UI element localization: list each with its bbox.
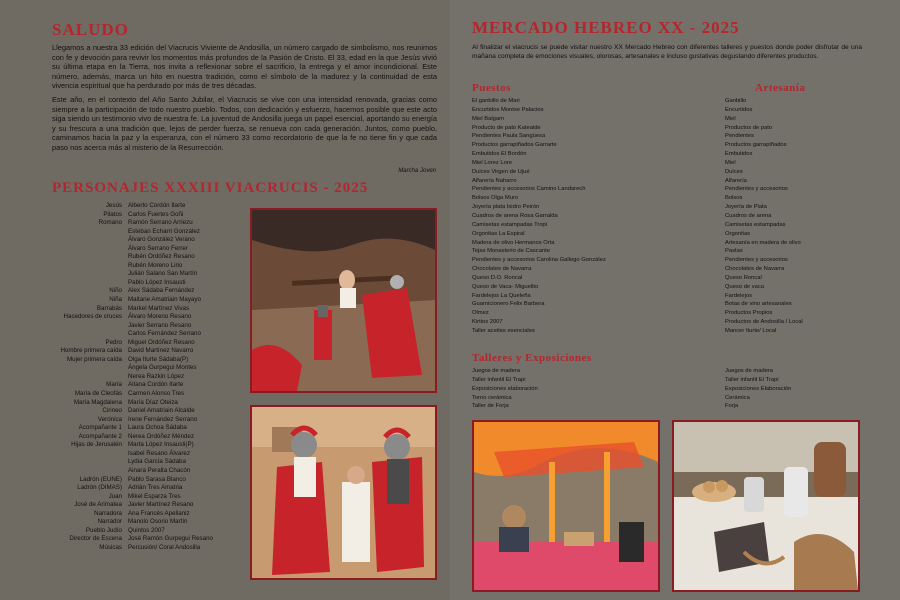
puesto-item: Embutidos El Bordón xyxy=(472,151,527,158)
personajes-title: PERSONAJES XXXIII VIACRUCIS - 2025 xyxy=(52,180,369,196)
mercado-intro: Al finalizar el viacrucis se puede visitar nuestro XX Mercado Hebreo con diferentes talleres y puestos donde poder disfrutar de una mañana completa de emociones visuales, olorosas, artesanales e incluso gustativas degustando diferentes productos. xyxy=(472,44,862,60)
cast-role: Verónica xyxy=(97,415,122,423)
cast-role xyxy=(52,364,128,373)
cast-role xyxy=(52,467,128,476)
cast-actor: Javier Serrano Resano xyxy=(128,321,192,329)
mercado-title: MERCADO HEBREO XX - 2025 xyxy=(472,18,740,37)
taller-item: Taller de Forja xyxy=(472,403,509,410)
cast-actor: David Martínez Navarro xyxy=(128,347,194,355)
saludo-paragraph-2: Este año, en el contexto del Año Santo Jubilar, el Viacrucis se vive con una intensidad renovada, gracias como siempre a la participación de todo nuestro pueblo. Todos, con dedicación y esfuerzo, hacemos posible que este acto siga siendo un testimonio vivo de nuestra fe. La juventud de Andosilla juega un papel esencial, aportando su energía y su frescura a una tradición que, lejos de perder fuerza, se renueva con cada generación. Juntos, como pueblo, caminamos hacia la paz y la esperanza, con el número 33 como recordatorio de que la fe no tiene fin y que cada paso nos acerca más al misterio de la Resurrección. xyxy=(52,94,437,152)
cast-actor: Daniel Amatriain Alcalde xyxy=(128,407,195,415)
cast-row xyxy=(52,305,242,314)
cast-row xyxy=(52,416,242,425)
cast-row xyxy=(52,236,242,245)
market-stall-image xyxy=(474,422,658,590)
cast-actor: Álvaro Serrano Ferrer xyxy=(128,244,188,252)
cast-row xyxy=(52,399,242,408)
cast-role xyxy=(52,228,128,237)
taller-item: Taller infantil El Trapi xyxy=(472,376,526,383)
artesania-item: Miel xyxy=(725,159,736,166)
artesania-item: Productos de pato xyxy=(725,124,773,131)
cast-role xyxy=(52,373,128,382)
artesania-item: Botas de vino artesanales xyxy=(725,301,792,308)
artesania-item: Pendientes y accesorios xyxy=(725,257,788,264)
cast-actor: Quintos 2007 xyxy=(128,526,165,534)
cast-row xyxy=(52,279,242,288)
cast-role: Pueblo Judío xyxy=(85,526,122,534)
cast-actor: Isabel Resano Álvarez xyxy=(128,449,190,457)
cast-row xyxy=(52,476,242,485)
cast-actor: Julián Salano San Martín xyxy=(128,270,198,278)
cast-role: María Magdalena xyxy=(73,398,122,406)
cast-row xyxy=(52,330,242,339)
artesania-item: Queso Roncal xyxy=(725,274,762,281)
artesania-item: Encurtidos xyxy=(725,106,753,113)
cast-row xyxy=(52,544,242,553)
cast-role xyxy=(52,236,128,245)
cast-row xyxy=(52,219,242,228)
cast-row xyxy=(52,518,242,527)
artesania-item: Productos de Andosilla / Local xyxy=(725,319,803,326)
cast-actor: Pablo Sarasa Blanco xyxy=(128,475,186,483)
cast-row xyxy=(52,407,242,416)
cast-actor: Miguel Ordóñez Resano xyxy=(128,338,195,346)
cast-role xyxy=(52,262,128,271)
artesania-item: Artesanía en madera de olivo xyxy=(725,239,801,246)
cast-role: Acompañante 2 xyxy=(78,432,122,440)
right-page xyxy=(450,0,900,600)
photo-crafts xyxy=(672,420,860,592)
artesania-title: Artesanía xyxy=(755,82,806,94)
cast-role xyxy=(52,279,128,288)
cast-role xyxy=(52,450,128,459)
cast-role: Director de Escena xyxy=(69,535,122,543)
puesto-item: Kirtios 2007 xyxy=(472,319,503,326)
puesto-item: Camisetas estampadas Tropi xyxy=(472,221,548,228)
cast-actor: Javier Martínez Resano xyxy=(128,501,194,509)
artesania-item: Fardelejos xyxy=(725,292,753,299)
taller-item: Exposiciones elaboración xyxy=(472,385,538,392)
puesto-item: Producto de pato Kateaide xyxy=(472,124,541,131)
crafts-image xyxy=(674,422,858,590)
puesto-item: Chocolates de Navarra xyxy=(472,266,532,273)
cast-actor: Ángela Gurpegui Montes xyxy=(128,364,197,372)
cast-row xyxy=(52,527,242,536)
artesania-list xyxy=(725,97,803,336)
cast-role: Cirineo xyxy=(102,407,122,415)
cast-actor: Adrián Tres Amatria xyxy=(128,484,183,492)
cast-actor: Nerea Ordóñez Méndez xyxy=(128,432,195,440)
cast-row xyxy=(52,211,242,220)
cast-role xyxy=(52,245,128,254)
cast-actor: Percusión/ Coral Andosilla xyxy=(128,543,201,551)
cast-role: Jesús xyxy=(105,202,122,209)
taller-right-item: Forja xyxy=(725,403,739,410)
artesania-item: Bolsos xyxy=(725,195,743,202)
artesania-item: Alfarería xyxy=(725,177,747,184)
cast-role: Juan xyxy=(108,492,122,500)
puesto-item: Tejas Monasterio de Cascante xyxy=(472,248,550,255)
cast-actor: Ramón Serrano Arriezu xyxy=(128,219,193,227)
artesania-item: Joyería de Plata xyxy=(725,204,767,211)
puesto-item: Dulces Virgen de Ujué xyxy=(472,168,530,175)
cast-actor: Aitana Cordón Itarte xyxy=(128,381,184,389)
photo-crucifixion xyxy=(250,208,437,393)
cast-row xyxy=(52,450,242,459)
artesania-item: Pendientes y accesorios xyxy=(725,186,788,193)
cast-row xyxy=(52,458,242,467)
puesto-item: Miel Balgam xyxy=(472,115,504,122)
puesto-item: Taller aceites esenciales xyxy=(472,327,535,334)
cast-actor: Markel Martínez Vivas xyxy=(128,304,190,312)
artesania-item: Productos Propios xyxy=(725,310,773,317)
puesto-item: Bolsos Olga Muro xyxy=(472,195,519,202)
cast-actor: Pablo López Insausti xyxy=(128,278,186,286)
taller-item: Juegos de madera xyxy=(472,368,521,374)
saludo-text xyxy=(52,43,437,157)
cast-role: Hombre primera caída xyxy=(60,347,122,355)
cast-row xyxy=(52,535,242,544)
puesto-item: Fardelejos La Queleña xyxy=(472,292,531,299)
cast-row xyxy=(52,270,242,279)
artesania-item: Camisetas estampadas xyxy=(725,221,786,228)
puestos-title: Puestos xyxy=(472,82,511,94)
cast-row xyxy=(52,228,242,237)
cast-role xyxy=(52,458,128,467)
cast-actor: Carlos Fernández Serrano xyxy=(128,330,201,338)
cast-role: Narrador xyxy=(97,518,122,526)
cast-actor: Manolo Osorio Martín xyxy=(128,518,188,526)
cast-actor: Álvaro González Verano xyxy=(128,236,195,244)
cast-row xyxy=(52,484,242,493)
cast-actor: Lydia García Sádaba xyxy=(128,458,186,466)
cast-row xyxy=(52,390,242,399)
cast-row xyxy=(52,253,242,262)
cast-role: Pilatos xyxy=(103,210,122,218)
puesto-item: Productos garrapiñados Garrarte xyxy=(472,142,557,149)
cast-actor: Irene Fernández Serrano xyxy=(128,415,198,423)
cast-role xyxy=(52,253,128,262)
cast-role: Acompañante 1 xyxy=(78,424,122,432)
cast-role: Romano xyxy=(98,219,122,227)
cast-role xyxy=(52,270,128,279)
artesania-item: Ganbillo xyxy=(725,98,747,104)
taller-right-item: Juegos de madera xyxy=(725,368,774,374)
artesania-item: Chocolates de Navarra xyxy=(725,266,785,273)
puesto-item: Encurtidos Montse Palacios xyxy=(472,106,544,113)
artesania-item: Dulces xyxy=(725,168,743,175)
taller-right-item: Taller infantil El Trapi xyxy=(725,376,779,383)
puesto-item: Queso de Vaca- Miguelito xyxy=(472,283,539,290)
cast-row xyxy=(52,262,242,271)
cast-row xyxy=(52,313,242,322)
taller-item: Torno cerámica xyxy=(472,394,512,401)
cast-row xyxy=(52,339,242,348)
artesania-item: Embutidos xyxy=(725,151,753,158)
cast-role: Músicas xyxy=(99,543,122,551)
cast-actor: Ana Francés Apellaniz xyxy=(128,509,190,517)
cast-actor: Carmen Alonso Tres xyxy=(128,390,185,398)
taller-right-item: Exposiciones Elaboración xyxy=(725,385,792,392)
cast-actor: Laura Ochoa Sádaba xyxy=(128,424,187,432)
cast-role: Hijas de Jerusalén xyxy=(71,441,122,449)
cast-actor: Olga Iturte Sádaba(P) xyxy=(128,355,189,363)
cast-role: Hacedores de cruces xyxy=(63,313,122,321)
cast-actor: Carlos Fuertes Goñi xyxy=(128,210,184,218)
cast-row xyxy=(52,467,242,476)
cast-role: María xyxy=(106,381,122,389)
cast-row xyxy=(52,347,242,356)
talleres-title: Talleres y Exposiciones xyxy=(472,352,592,364)
cast-role: Ladrón (DIMAS) xyxy=(77,484,122,492)
cast-actor: Rubén Ordóñez Resano xyxy=(128,253,195,261)
cast-actor: Mikel Esparza Tres xyxy=(128,492,181,500)
cast-actor: Maitane Amatriain Mayayo xyxy=(128,296,201,304)
cast-role: Ladrón (EUNE) xyxy=(79,475,122,483)
cast-role: Niña xyxy=(109,296,122,304)
artesania-item: Queso de vaca xyxy=(725,283,764,290)
puesto-item: Miel Lorez Lore xyxy=(472,159,512,166)
talleres-list xyxy=(472,367,538,411)
talleres-right-list xyxy=(725,367,791,411)
cast-row xyxy=(52,356,242,365)
cast-role: Pedro xyxy=(105,338,122,346)
saludo-paragraph-1: Llegamos a nuestra 33 edición del Viacrucis Viviente de Andosilla, un número cargado de simbolismo, nos reunimos con fe y devoción para revivir los momentos más profundos de la Pasión de Cristo. El 33, edad en la que Jesús vivió su última etapa en la Tierra, nos invita a reflexionar sobre el sacrificio, la entrega y el amor incondicional. Este número, además, marca un hito en nuestra tradición, como el símbolo de la madurez y la continuidad de esta vivencia espiritual que ha perdurado por más de tres décadas. xyxy=(52,43,437,91)
cast-role: Mujer primera caída xyxy=(66,355,122,363)
artesania-item: Pastas xyxy=(725,248,743,255)
cast-row xyxy=(52,493,242,502)
puestos-list xyxy=(472,97,606,336)
cast-actor: Nerea Razkin López xyxy=(128,372,185,380)
taller-right-item: Cerámica xyxy=(725,394,750,401)
puesto-item: El ganbillo de Mari xyxy=(472,98,520,104)
puesto-item: Queso D.O. Roncal xyxy=(472,274,523,281)
puesto-item: Pendientes y accesorios Camino Landarech xyxy=(472,186,586,193)
photo-market-stall xyxy=(472,420,660,592)
puesto-item: Joyería plata Isidro Peirón xyxy=(472,204,540,211)
puesto-item: Guarnicionero Felix Barbera xyxy=(472,301,545,308)
puesto-item: Pendientes Paula Sangüesa xyxy=(472,133,546,140)
artesania-item: Miel xyxy=(725,115,736,122)
puesto-item: Alfarería Naharro xyxy=(472,177,517,184)
cast-row xyxy=(52,296,242,305)
artesania-item: Productos garrapiñados xyxy=(725,142,787,149)
puesto-item: Cuadros de arena Rosa Garralda xyxy=(472,212,558,219)
cast-role: Barrabás xyxy=(96,304,122,312)
cast-actor: María Díaz Oteiza xyxy=(128,398,178,406)
puesto-item: Madera de olivo Hermanos Orta xyxy=(472,239,555,246)
cast-actor: Alberto Cordón Itarte xyxy=(128,202,186,209)
puesto-item: Olmez xyxy=(472,310,489,317)
cast-actor: Alex Sádaba Fernández xyxy=(128,287,195,295)
cast-list xyxy=(52,202,242,552)
cast-role xyxy=(52,330,128,339)
cast-actor: Rubén Moreno Lirio xyxy=(128,261,183,269)
cast-row xyxy=(52,364,242,373)
puesto-item: Orgonitas La Espiral xyxy=(472,230,525,237)
cast-row xyxy=(52,322,242,331)
cast-role: Niño xyxy=(109,287,122,295)
artesania-item: Pendientes xyxy=(725,133,755,140)
cast-actor: José Ramón Gurpegui Resano xyxy=(128,535,213,543)
cast-row xyxy=(52,381,242,390)
cast-row xyxy=(52,424,242,433)
cast-actor: Álvaro Moreno Resano xyxy=(128,313,192,321)
cast-role xyxy=(52,322,128,331)
soldiers-image xyxy=(252,407,435,578)
cast-row xyxy=(52,202,242,211)
cast-role: Narradora xyxy=(94,509,122,517)
cast-row xyxy=(52,245,242,254)
cast-role: José de Arimatea xyxy=(74,501,122,509)
cast-actor: Ainara Peralta Chacón xyxy=(128,466,191,474)
cast-row xyxy=(52,287,242,296)
cast-row xyxy=(52,373,242,382)
artesania-item: Cuadros de arena xyxy=(725,212,772,219)
cast-actor: Esteban Echarri González xyxy=(128,227,200,235)
artesania-item: Orgonitas xyxy=(725,230,751,237)
cast-actor: Marta López Insausti(P) xyxy=(128,441,194,449)
cast-row xyxy=(52,433,242,442)
crucifixion-image xyxy=(252,210,435,391)
cast-role: María de Cleofás xyxy=(74,390,122,398)
photo-soldiers xyxy=(250,405,437,580)
cast-row xyxy=(52,441,242,450)
cast-row xyxy=(52,501,242,510)
saludo-signature: Marcha Joven xyxy=(398,168,436,174)
puesto-item: Pendientes y accesorios Carolina Gallego González xyxy=(472,257,606,264)
saludo-title: SALUDO xyxy=(52,20,129,39)
cast-row xyxy=(52,510,242,519)
artesania-item: Mancer Iturte/ Local xyxy=(725,327,777,334)
